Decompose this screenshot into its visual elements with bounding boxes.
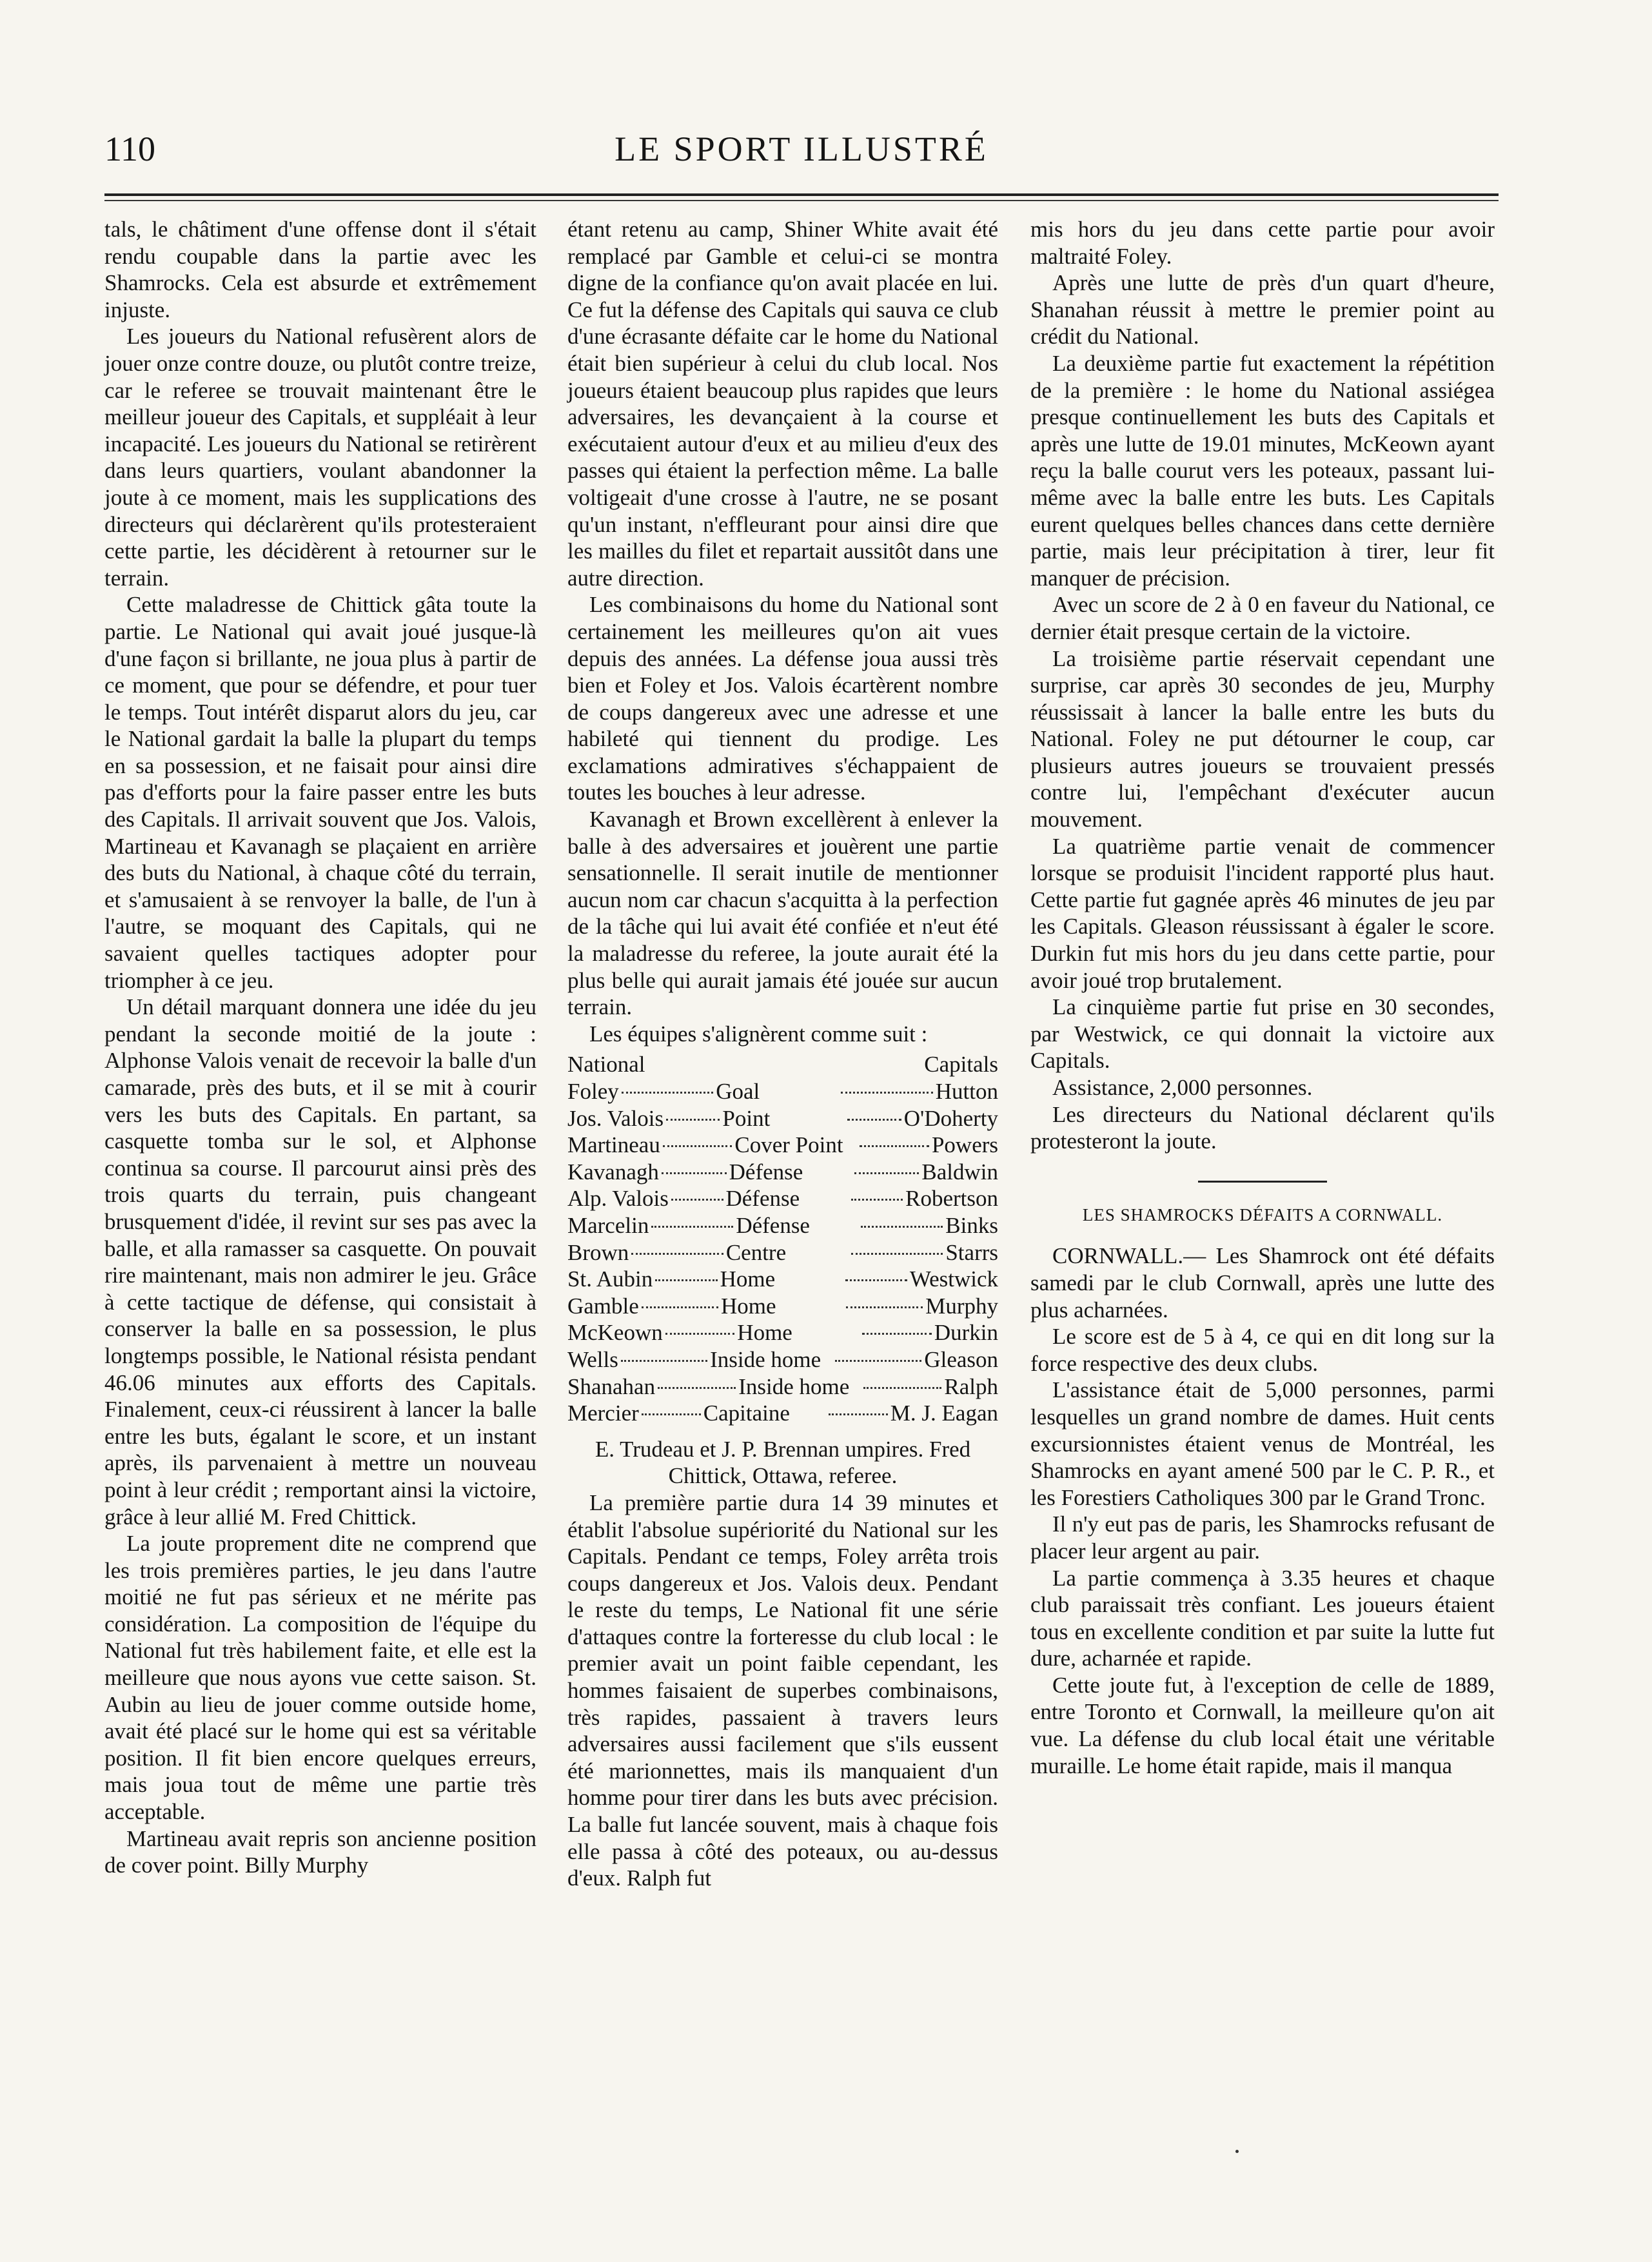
leader-dots	[651, 1226, 733, 1228]
lineup-national-player: Gamble	[567, 1293, 639, 1319]
lineup-row	[567, 1132, 998, 1159]
leader-dots	[829, 1413, 888, 1415]
leader-dots	[847, 1119, 901, 1121]
paragraph: La première partie dura 14 39 minutes et établit l'absolue supériorité du National sur les Capitals. Pendant ce temps, Foley arrêta trois coups dangereux et Jos. Valois deux. Pendant le reste du temps, Le National fit une série d'attaques contre la forteresse du club local : le premier avait un point faible cependant, les hommes faisaient de superbes combinaisons, très rapides, passaient à travers leurs adversaires aussi facilement que s'ils eussent été marionnettes, mais ils manquaient d'un homme pour tirer dans les buts avec précision. La balle fut lancée souvent, mais à chaque fois elle passa à côté des poteaux, ou au-dessus d'eux. Ralph fut	[567, 1490, 998, 1891]
lineup-row	[567, 1105, 998, 1132]
lineup-row	[567, 1400, 998, 1427]
paragraph: Les combinaisons du home du National sont certainement les meilleures qu'on ait vues depuis des années. La défense joua aussi très bien et Foley et Jos. Valois écartèrent nombre de coups dangereux avec une adresse et une habileté qui tiennent du prodige. Les exclamations admiratives s'échappaient de toutes les bouches à leur adresse.	[567, 592, 998, 805]
lineup-position: Home	[737, 1320, 792, 1346]
paragraph: Après une lutte de près d'un quart d'heure, Shanahan réussit à mettre le premier point au crédit du National.	[1030, 270, 1495, 349]
paragraph: Avec un score de 2 à 0 en faveur du National, ce dernier était presque certain de la victoire.	[1030, 592, 1495, 644]
lineup-position: Home	[721, 1293, 776, 1319]
lineup-position: Capitaine	[703, 1401, 790, 1426]
paragraph: L'assistance était de 5,000 personnes, parmi lesquelles un grand nombre de dames. Huit cents excursionnistes étaient venus de Montréal, les Shamrocks en ayant amené 500 par le C. P. R., et les Forestiers Catholiques 300 par le Grand Tronc.	[1030, 1377, 1495, 1510]
lineup-position: Inside home	[738, 1373, 850, 1399]
lineup-row	[567, 1078, 998, 1105]
leader-dots	[862, 1333, 932, 1335]
paragraph: Cette joute fut, à l'exception de celle de 1889, entre Toronto et Cornwall, la meilleure qu'on ait vue. La défense du club local était une véritable muraille. Le home était rapide, mais il manqua	[1030, 1672, 1495, 1778]
paragraph: Le score est de 5 à 4, ce qui en dit long sur la force respective des deux clubs.	[1030, 1324, 1495, 1376]
paragraph: La partie commença à 3.35 heures et chaque club paraissait très confiant. Les joueurs étaient tous en excellente condition et par suite la lutte fut dure, acharnée et rapide.	[1030, 1565, 1495, 1671]
page-number: 110	[104, 130, 155, 168]
lineup-row	[567, 1373, 998, 1401]
lineup-capitals-player: Durkin	[934, 1320, 998, 1346]
lineup-national-player: Wells	[567, 1346, 618, 1372]
running-title: LE SPORT ILLUSTRÉ	[615, 130, 988, 168]
lineup-team-capitals: Capitals	[924, 1052, 998, 1077]
paragraph: Assistance, 2,000 personnes.	[1052, 1075, 1313, 1100]
lineup-position: Point	[722, 1105, 771, 1131]
paragraph: La quatrième partie venait de commencer lorsque se produisit l'incident rapporté plus haut. Cette partie fut gagnée après 46 minutes de jeu par les Capitals. Gleason réussissant à égaler le score. Durkin fut mis hors du jeu dans cette partie, pour avoir joué trop brutalement.	[1030, 833, 1495, 993]
paragraph: Un détail marquant donnera une idée du jeu pendant la seconde moitié de la joute : Alphonse Valois venait de recevoir la balle d'un camarade, près des buts, et il se mit à courir vers les buts des Capitals. En partant, sa casquette tomba sur le sol, et Alphonse continua sa course. Il parcourut ainsi près des trois quarts du terrain, puis changeant brusquement d'idée, il revint sur ses pas avec la balle, et alla ramasser sa casquette. On pouvait rire maintenant, mais non admirer le jeu. Grâce à cette tactique de défense, qui consistait à conserver la balle en sa possession, le plus longtemps possible, le National résista pendant 46.06 minutes aux efforts des Capitals. Finalement, ceux-ci réussirent à lancer la balle entre les buts, égalant le score, et un instant après, ils parvenaient à mettre un nouveau point à leur crédit ; remportant ainsi la victoire, grâce à leur allié M. Fred Chittick.	[104, 994, 536, 1529]
header-rule	[104, 193, 1499, 196]
leader-dots	[841, 1092, 933, 1094]
dateline-text: — Les Shamrock ont été défaits samedi par le club Cornwall, après une lutte des plus acharnées.	[1030, 1243, 1495, 1323]
lineup-national-player: Kavanagh	[567, 1159, 659, 1185]
leader-dots	[851, 1253, 943, 1255]
lineup-capitals-player: Starrs	[945, 1239, 998, 1265]
leader-dots	[621, 1360, 707, 1362]
lineup-position: Défense	[725, 1186, 800, 1212]
lineup-capitals-player: Gleason	[924, 1346, 998, 1372]
leader-dots	[854, 1172, 919, 1174]
officials-line: E. Trudeau et J. P. Brennan umpires. Fred Chittick, Ottawa, referee.	[595, 1436, 971, 1489]
leader-dots	[663, 1145, 733, 1147]
section-heading: LES SHAMROCKS DÉFAITS A CORNWALL.	[1082, 1205, 1443, 1224]
dateline-paragraph	[1030, 1243, 1495, 1323]
leader-dots	[851, 1199, 903, 1201]
lineup-position: Cover Point	[734, 1132, 843, 1158]
lineup-row	[567, 1159, 998, 1186]
lineup-capitals-player: Baldwin	[921, 1159, 998, 1185]
lineup-row	[567, 1293, 998, 1320]
lineup-table	[567, 1051, 998, 1426]
lineup-national-player: Marcelin	[567, 1212, 649, 1238]
lineup-national-player: Shanahan	[567, 1373, 656, 1399]
paragraph: tals, le châtiment d'une offense dont il s'était rendu coupable dans la partie avec les Shamrocks. Cela est absurde et extrêmement injuste.	[104, 217, 536, 322]
lineup-capitals-player: Binks	[945, 1212, 998, 1238]
header-rule-thin	[104, 200, 1499, 201]
lineup-capitals-player: Murphy	[925, 1293, 998, 1319]
lineup-national-player: St. Aubin	[567, 1266, 653, 1292]
lineup-row	[567, 1185, 998, 1212]
dateline: CORNWALL.	[1052, 1243, 1184, 1269]
leader-dots	[631, 1253, 723, 1255]
lineup-row	[567, 1212, 998, 1239]
paragraph: La troisième partie réservait cependant une surprise, car après 30 secondes de jeu, Murphy réussissait à lancer la balle entre les buts du National. Foley ne put détourner le coup, car plusieurs autres joueurs se trouvaient pressés contre lui, l'empêchant d'exécuter aucun mouvement.	[1030, 645, 1495, 832]
page-header	[104, 129, 1499, 187]
leader-dots	[666, 1119, 720, 1121]
leader-dots	[860, 1145, 929, 1147]
leader-dots	[655, 1279, 717, 1281]
leader-dots	[658, 1387, 736, 1389]
lineup-position: Home	[720, 1266, 776, 1292]
paragraph: La cinquième partie fut prise en 30 secondes, par Westwick, ce qui donnait la victoire aux Capitals.	[1030, 994, 1495, 1074]
lineup-position: Défense	[736, 1212, 810, 1238]
lineup-position: Défense	[729, 1159, 803, 1185]
lineup-national-player: Brown	[567, 1239, 629, 1265]
leader-dots	[835, 1360, 921, 1362]
paragraph: mis hors du jeu dans cette partie pour avoir maltraité Foley.	[1030, 217, 1495, 269]
leader-dots	[846, 1306, 923, 1308]
lineup-position: Inside home	[710, 1346, 821, 1372]
paragraph: étant retenu au camp, Shiner White avait été remplacé par Gamble et celui-ci se montra digne de la confiance qu'on avait placée en lui. Ce fut la défense des Capitals qui sauva ce club d'une écrasante défaite car le home du National était bien supérieur à celui du club local. Nos joueurs étaient beaucoup plus rapides que leurs adversaires, les devançaient à la course et exécutaient autour d'eux et au milieu d'eux des passes qui étaient la perfection même. La balle voltigeait d'une crosse à l'autre, ne se posant qu'un instant, n'effleurant pour ainsi dire que les mailles du filet et repartait aussitôt dans une autre direction.	[567, 217, 998, 591]
lineup-intro: Les équipes s'alignèrent comme suit :	[589, 1021, 928, 1047]
paragraph: Il n'y eut pas de paris, les Shamrocks refusant de placer leur argent au pair.	[1030, 1511, 1495, 1564]
leader-dots	[671, 1199, 723, 1201]
lineup-national-player: McKeown	[567, 1320, 663, 1346]
lineup-row	[567, 1239, 998, 1266]
paragraph: Cette maladresse de Chittick gâta toute la partie. Le National qui avait joué jusque-là d'une façon si brillante, ne joua plus à partir de ce moment, que pour se défendre, et pour tuer le temps. Tout intérêt disparut alors du jeu, car le National gardait la balle la plupart du temps en sa possession, et ne faisait pour ainsi dire pas d'efforts pour la faire passer entre les buts des Capitals. Il arrivait souvent que Jos. Valois, Martineau et Kavanagh se plaçaient en arrière des buts du National, à chaque côté du terrain, et s'amusaient à se renvoyer la balle, de l'un à l'autre, se moquant des Capitals, qui ne savaient quelles tactiques adopter pour triompher à ce jeu.	[104, 592, 536, 993]
lineup-capitals-player: Powers	[931, 1132, 998, 1158]
section-divider	[1198, 1181, 1327, 1183]
paragraph: Martineau avait repris son ancienne position de cover point. Billy Murphy	[104, 1825, 536, 1878]
lineup-position: Centre	[725, 1239, 787, 1265]
leader-dots	[642, 1413, 701, 1415]
print-speck	[1235, 2150, 1239, 2153]
paragraph: Les joueurs du National refusèrent alors de jouer onze contre douze, ou plutôt contre treize, car le referee se trouvait maintenant être le meilleur joueur des Capitals, et suppléait à leur incapacité. Les joueurs du National se retirèrent dans leurs quartiers, voulant abandonner la joute à ce moment, mais les supplications des directeurs qui déclarèrent qu'ils protesteraient cette partie, les décidèrent à retourner sur le terrain.	[104, 324, 536, 591]
lineup-capitals-player: O'Doherty	[903, 1105, 998, 1131]
lineup-row	[567, 1346, 998, 1373]
lineup-national-player: Foley	[567, 1079, 619, 1104]
paragraph: Les directeurs du National déclarent qu'ils protesteront la joute.	[1030, 1101, 1495, 1154]
lineup-position: Goal	[716, 1079, 760, 1104]
leader-dots	[845, 1279, 907, 1281]
leader-dots	[662, 1172, 727, 1174]
leader-dots	[622, 1092, 714, 1094]
lineup-capitals-player: Robertson	[905, 1186, 998, 1212]
column-2	[567, 216, 998, 1892]
leader-dots	[665, 1333, 735, 1335]
lineup-national-player: Jos. Valois	[567, 1105, 664, 1131]
lineup-team-national: National	[567, 1052, 645, 1077]
column-3	[1030, 216, 1495, 1779]
lineup-row	[567, 1319, 998, 1346]
lineup-capitals-player: Ralph	[944, 1373, 998, 1399]
leader-dots	[642, 1306, 718, 1308]
leader-dots	[861, 1226, 943, 1228]
lineup-row	[567, 1266, 998, 1293]
lineup-capitals-player: Hutton	[935, 1079, 998, 1104]
lineup-national-player: Alp. Valois	[567, 1186, 669, 1212]
paragraph: La deuxième partie fut exactement la répétition de la première : le home du National assiégea presque continuellement les buts des Capitals et après une lutte de 19.01 minutes, McKeown ayant reçu la balle courut vers les poteaux, passant lui-même avec la balle entre les buts. Les Capitals eurent quelques belles chances dans cette dernière partie, mais leur précipitation à tirer, leur fit manquer de précision.	[1030, 350, 1495, 591]
leader-dots	[863, 1387, 941, 1389]
paragraph: Kavanagh et Brown excellèrent à enlever la balle à des adversaires et jouèrent une partie sensationnelle. Il serait inutile de mentionner aucun nom car chacun s'acquitta à la perfection de la tâche qui lui avait été confiée et n'eut été la maladresse du referee, la joute aurait été la plus belle qui aurait jamais été jouée sur aucun terrain.	[567, 807, 998, 1020]
lineup-national-player: Mercier	[567, 1401, 639, 1426]
lineup-national-player: Martineau	[567, 1132, 660, 1158]
lineup-header	[567, 1051, 998, 1078]
column-1	[104, 216, 536, 1879]
lineup-capitals-player: Westwick	[909, 1266, 998, 1292]
lineup-capitals-player: M. J. Eagan	[890, 1401, 998, 1426]
paragraph: La joute proprement dite ne comprend que les trois premières parties, le jeu dans l'autre moitié ne fut pas sérieux et ne mérite pas considération. La composition de l'équipe du National fut très habilement faite, et elle est la meilleure que nous ayons vue cette saison. St. Aubin au lieu de jouer comme outside home, avait été placé sur le home qui est sa véritable position. Il fit bien encore quelques erreurs, mais joua tout de même une partie très acceptable.	[104, 1531, 536, 1825]
